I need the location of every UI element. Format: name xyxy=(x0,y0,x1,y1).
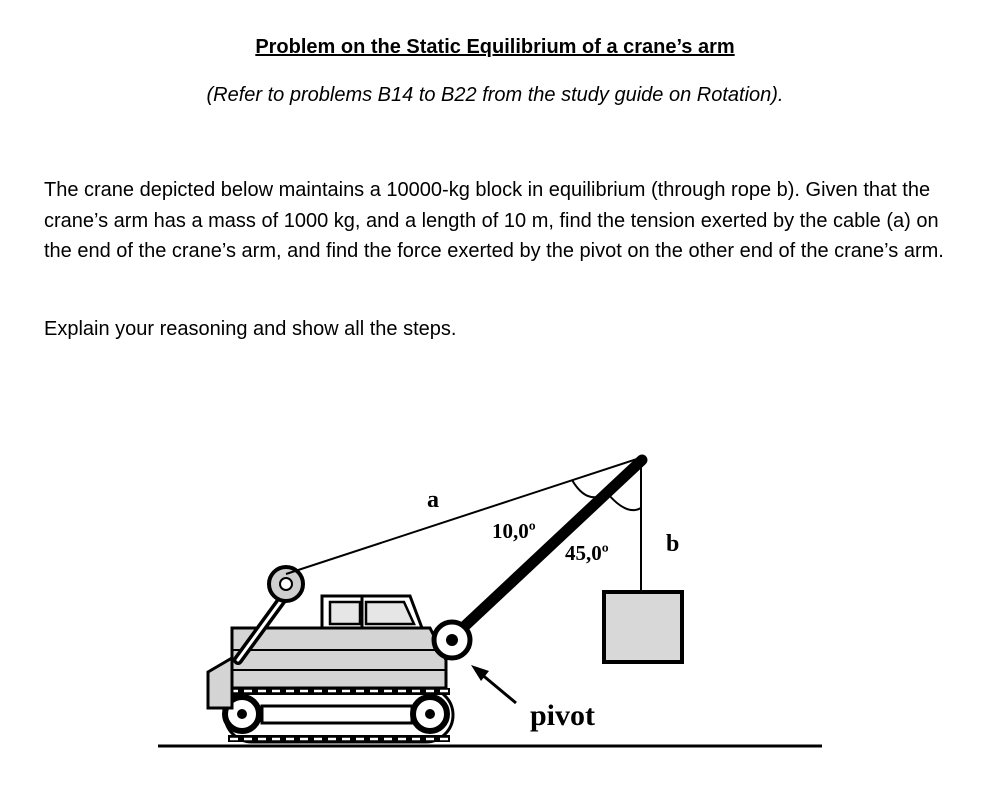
cable-angle-label: 10,0º xyxy=(492,519,536,543)
reference-note: (Refer to problems B14 to B22 from the study guide on Rotation). xyxy=(206,84,784,106)
rope-angle-label: 45,0º xyxy=(565,541,609,565)
cable-angle-arc xyxy=(572,480,601,497)
pivot-label: pivot xyxy=(530,699,596,732)
pivot-arrow xyxy=(471,665,516,703)
rope-label: b xyxy=(666,531,680,557)
problem-statement: The crane depicted below maintains a 10000-kg block in equilibrium (through rope b). Given that the crane’s arm has a mass of 1000 kg, and a length of 10 m, find the tension exerted by the cable (a) on the end of the crane’s arm, and find the force exerted by the pivot on the other end of the crane’s arm. xyxy=(44,179,944,262)
cab-window xyxy=(330,602,360,624)
hanging-block xyxy=(604,592,682,662)
cab-window xyxy=(366,602,414,624)
cable-label: a xyxy=(427,487,439,513)
instruction-text: Explain your reasoning and show all the steps. xyxy=(44,318,457,340)
crane-track xyxy=(225,688,453,742)
rope-angle-arc xyxy=(608,494,641,510)
crane-cab xyxy=(322,596,422,628)
page-title: Problem on the Static Equilibrium of a crane’s arm xyxy=(255,36,735,58)
